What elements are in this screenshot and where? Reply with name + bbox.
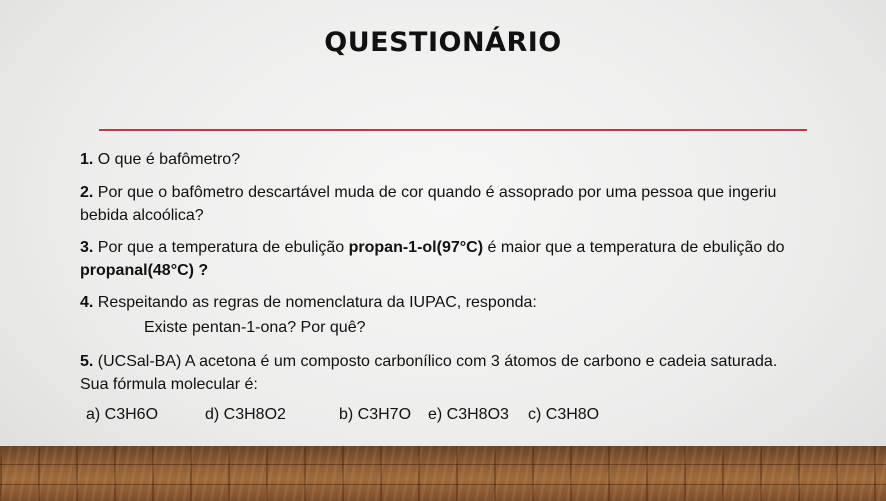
option-e: e) C3H8O3: [428, 406, 509, 423]
question-4-number: 4.: [80, 294, 94, 311]
slide-title: QUESTIONÁRIO: [324, 27, 562, 58]
question-3-text-b: é maior que a temperatura de ebulição do: [483, 239, 785, 256]
question-1: [80, 148, 240, 171]
option-b: b) C3H7O: [339, 406, 412, 423]
question-2: [80, 181, 800, 227]
question-5: [80, 350, 800, 396]
question-5-text: (UCSal-BA) A acetona é um composto carbonílico com 3 átomos de carbono e cadeia saturada. Sua fórmula molecular é:: [80, 353, 778, 393]
question-1-text: O que é bafômetro?: [93, 151, 241, 168]
question-3-number: 3.: [80, 239, 94, 256]
wood-grain: [0, 446, 886, 501]
question-3-bold-propanol: propan-1-ol(97°C): [348, 239, 484, 256]
question-3-bold-propanal: propanal(48°C) ?: [80, 262, 209, 279]
question-4: [80, 291, 537, 314]
question-2-number: 2.: [80, 184, 94, 201]
question-3-text-a: Por que a temperatura de ebulição: [93, 239, 349, 256]
plank-joint: [0, 484, 886, 485]
option-a: a) C3H6O: [86, 406, 159, 423]
question-5-number: 5.: [80, 353, 94, 370]
answer-options: [0, 406, 886, 428]
question-4-subquestion: Existe pentan-1-ona? Por quê?: [144, 319, 366, 336]
wooden-floor-background: [0, 446, 886, 501]
question-2-text: Por que o bafômetro descartável muda de cor quando é assoprado por uma pessoa que ingeriu bebida alcoólica?: [80, 184, 777, 224]
title-divider: [99, 129, 807, 131]
option-c: c) C3H8O: [528, 406, 600, 423]
option-d: d) C3H8O2: [205, 406, 286, 423]
question-3: [80, 236, 800, 282]
plank-joint: [0, 464, 886, 465]
question-1-number: 1.: [80, 151, 94, 168]
question-4-text: Respeitando as regras de nomenclatura da IUPAC, responda:: [93, 294, 537, 311]
